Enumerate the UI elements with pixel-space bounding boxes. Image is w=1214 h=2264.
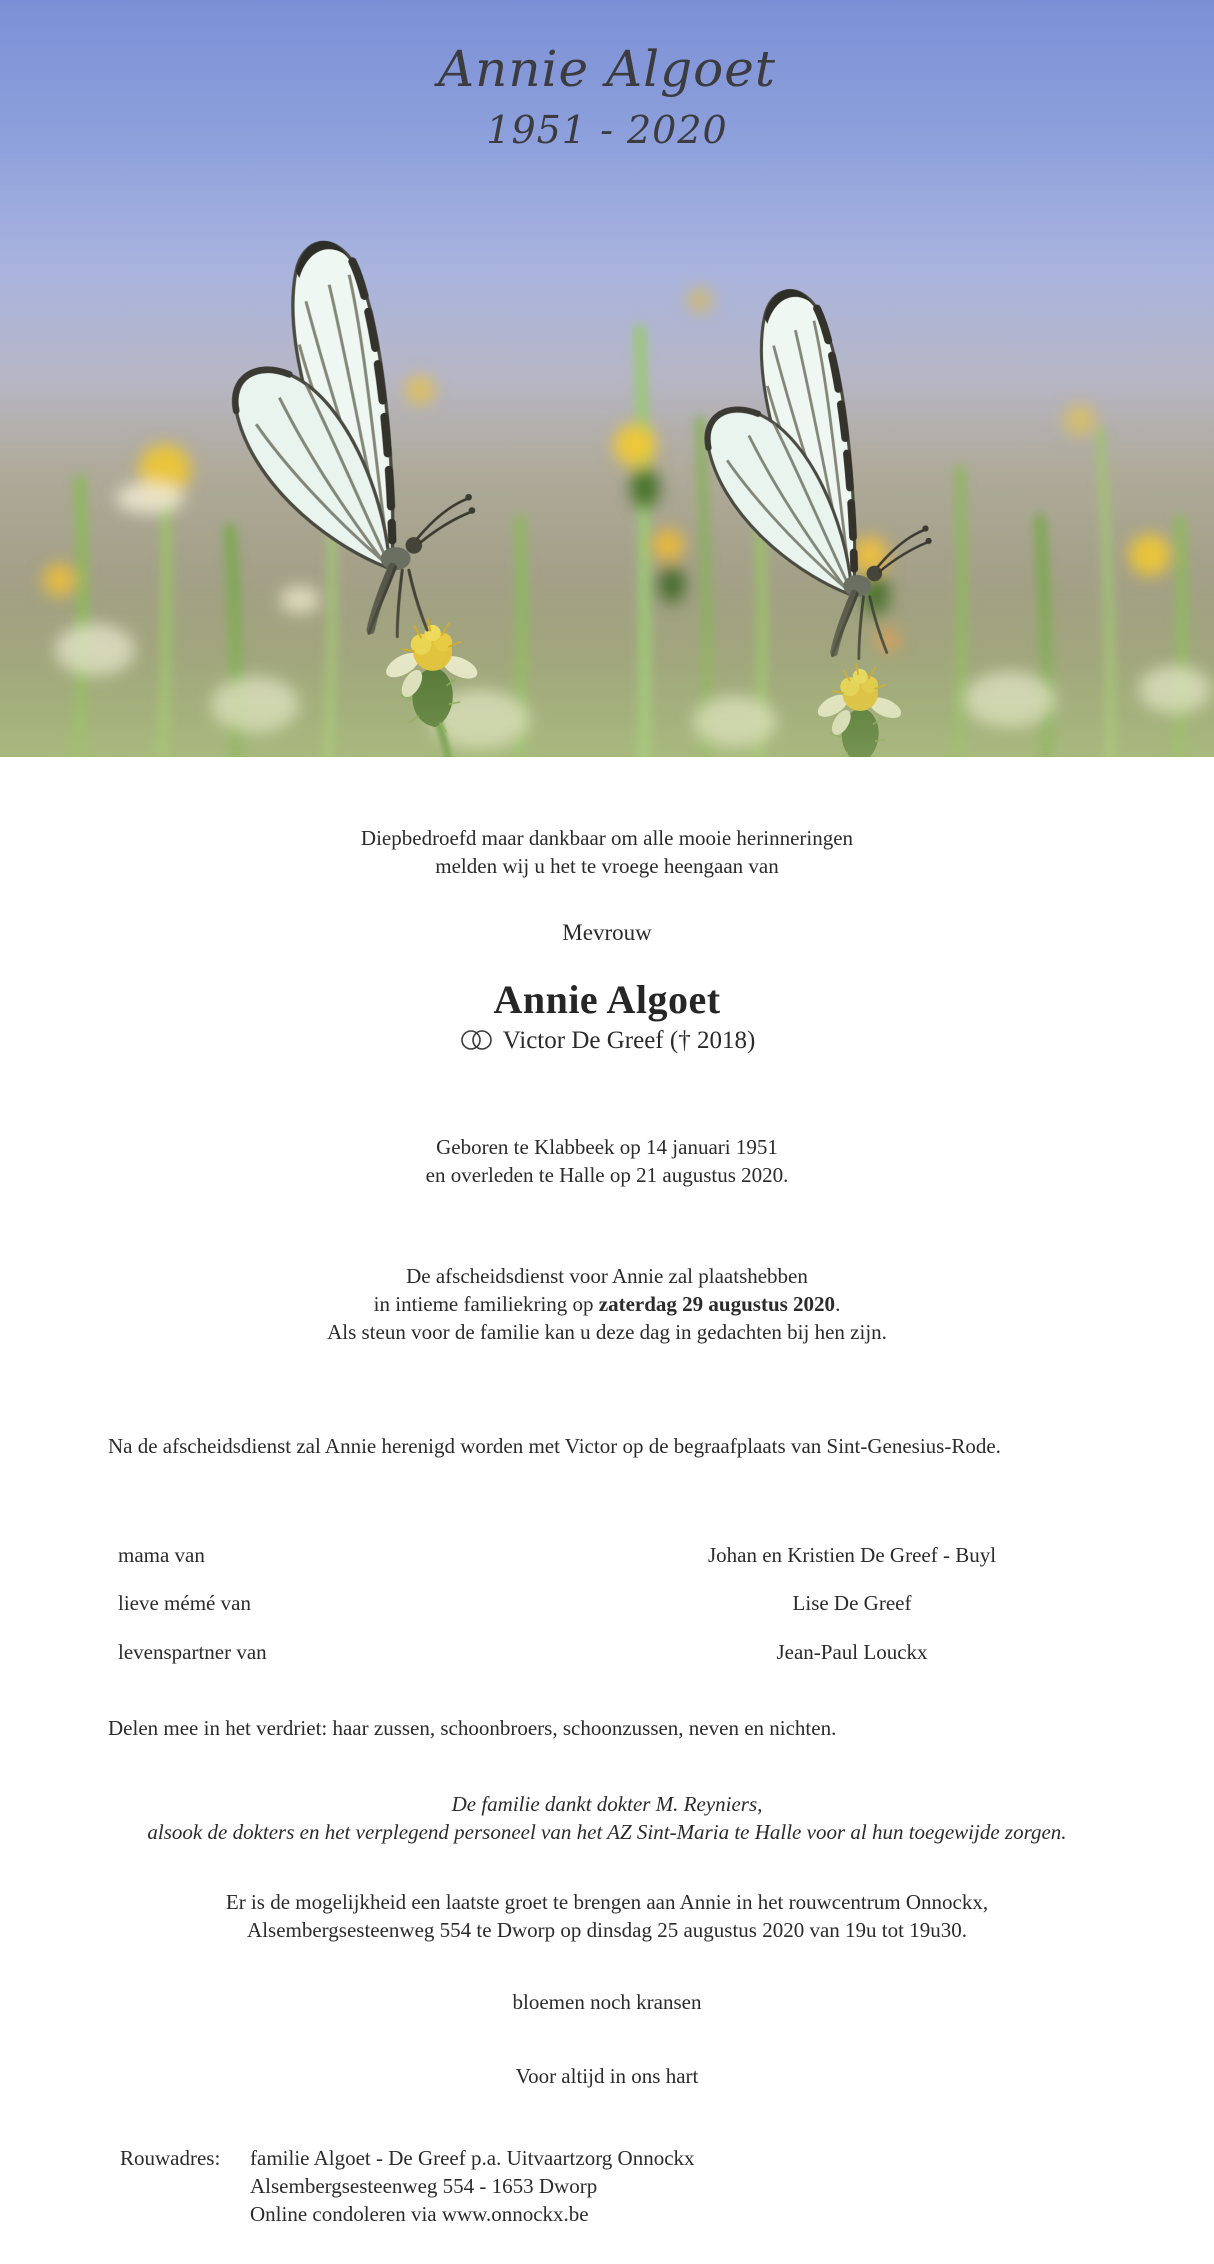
thanks-line-2: alsook de dokters en het verplegend personeel van het AZ Sint-Maria te Halle voor al hun toegewijde zorgen. — [147, 1820, 1067, 1844]
relation-label: mama van — [118, 1543, 205, 1567]
mourning-address-label: Rouwadres: — [120, 2146, 221, 2170]
service-line-1: De afscheidsdienst voor Annie zal plaatshebben — [406, 1264, 808, 1288]
spouse-line — [0, 1027, 1214, 1058]
photo-title: Annie Algoet — [438, 40, 776, 98]
mourning-address-line-3: Online condoleren via www.onnockx.be — [250, 2202, 589, 2226]
relation-value: Johan en Kristien De Greef - Buyl — [707, 1543, 997, 1567]
header-photo — [0, 0, 1214, 757]
salutation: Mevrouw — [562, 920, 652, 945]
relation-label: levenspartner van — [118, 1640, 267, 1664]
intro-line-1: Diepbedroefd maar dankbaar om alle mooie herinneringen — [360, 826, 854, 850]
mourning-address-line-2: Alsembergsesteenweg 554 - 1653 Dworp — [250, 2174, 598, 2198]
relation-value: Jean-Paul Louckx — [776, 1640, 928, 1664]
viewing-line-1: Er is de mogelijkheid een laatste groet te brengen aan Annie in het rouwcentrum Onnockx, — [225, 1890, 989, 1914]
condolence-line: Delen mee in het verdriet: haar zussen, schoonbroers, schoonzussen, neven en nichten. — [108, 1716, 837, 1740]
viewing-line-2: Alsembergsesteenweg 554 te Dworp op dinsdag 25 augustus 2020 van 19u tot 19u30. — [247, 1918, 967, 1942]
deceased-name: Annie Algoet — [493, 977, 721, 1022]
marriage-rings-icon — [459, 1027, 495, 1058]
burial-line: Na de afscheidsdienst zal Annie herenigd worden met Victor op de begraafplaats van Sint-Genesius-Rode. — [108, 1434, 1001, 1458]
closing-line: Voor altijd in ons hart — [515, 2064, 699, 2088]
service-line-2: in intieme familiekring op zaterdag 29 augustus 2020. — [373, 1292, 841, 1316]
relation-value: Lise De Greef — [792, 1591, 912, 1615]
died-line: en overleden te Halle op 21 augustus 2020. — [425, 1163, 789, 1187]
intro-line-2: melden wij u het te vroege heengaan van — [435, 854, 779, 878]
relation-label: lieve mémé van — [118, 1591, 251, 1615]
photo-years: 1951 - 2020 — [486, 108, 728, 152]
service-date: zaterdag 29 augustus 2020 — [598, 1292, 836, 1316]
thanks-line-1: De familie dankt dokter M. Reyniers, — [451, 1792, 763, 1816]
mourning-address-line-1: familie Algoet - De Greef p.a. Uitvaartzorg Onnockx — [250, 2146, 695, 2170]
born-line: Geboren te Klabbeek op 14 januari 1951 — [436, 1135, 778, 1159]
spouse-name: Victor De Greef († 2018) — [502, 1027, 756, 1054]
service-line-3: Als steun voor de familie kan u deze dag in gedachten bij hen zijn. — [327, 1320, 887, 1344]
flowers-note: bloemen noch kransen — [512, 1990, 702, 2014]
